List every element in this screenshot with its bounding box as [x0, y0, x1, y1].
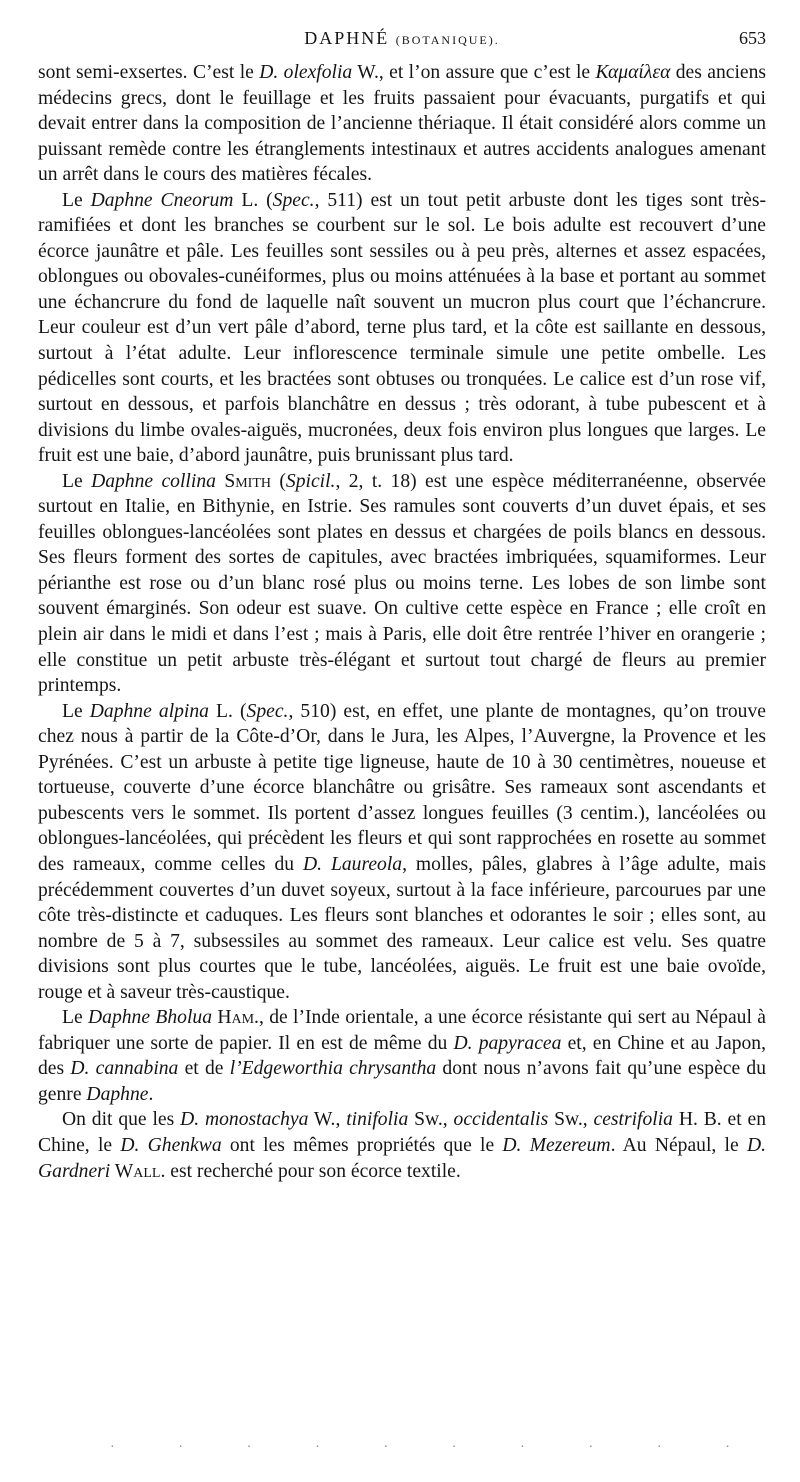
print-speck: ·	[656, 1440, 662, 1455]
running-head	[38, 28, 766, 49]
text-run: .	[148, 1083, 154, 1105]
text-run: (	[270, 470, 286, 492]
species-name: D. monostachya	[180, 1109, 309, 1131]
print-speck: ·	[520, 1440, 525, 1455]
page-header	[38, 28, 766, 54]
text-run: , 510) est, en effet, une plante de montagnes, qu’on trouve chez nous à partir de la Côte-d’Or, dans le Jura, les Alpes, l’Auvergne, la Provence et les Pyrénées. C’est un arbuste à petite tige ligneuse, haute de 10 à 30 centimètres, noueuse et tortueuse, couverte d’une écorce blanchâtre ou grisâtre. Ses rameaux sont ascendants et pubescents vers le sommet. Ils portent d’assez longues feuilles (3 centim.), lancéolées ou oblongues-lancéolées, qui précèdent les fleurs et qui sont rapprochées en rosette au sommet des rameaux, comme celles du	[38, 700, 766, 875]
citation: Spec.	[246, 700, 289, 722]
text-run: On dit que les	[62, 1109, 181, 1131]
author-name: Wall.	[110, 1160, 166, 1182]
print-speck: ·	[246, 1440, 252, 1455]
species-name: D. papyracea	[453, 1032, 562, 1054]
text-run: Le	[62, 700, 90, 722]
text-run: et de	[178, 1058, 230, 1080]
species-name: Daphne Cneorum	[90, 189, 234, 211]
text-run: . Au Népaul, le	[610, 1134, 747, 1156]
species-name: Daphne collina	[91, 470, 216, 492]
species-name: D. Laureola	[302, 853, 403, 875]
species-name: cestrifolia	[593, 1109, 673, 1131]
print-speck: ·	[451, 1440, 457, 1455]
paragraph-other-species	[38, 1107, 766, 1184]
print-speck: ·	[178, 1440, 184, 1455]
text-run: Le	[62, 470, 92, 492]
page-footer-specks	[110, 1440, 730, 1456]
text-run: Sw.,	[408, 1109, 454, 1131]
running-head-subtitle: (BOTANIQUE).	[395, 33, 500, 47]
species-name: D. Ghenkwa	[120, 1134, 222, 1156]
species-name: l’Edgeworthia chrysantha	[229, 1058, 437, 1080]
paragraph-bholua	[38, 1005, 766, 1107]
species-name: D. Mezereum	[502, 1134, 611, 1156]
paragraph-olexfolia	[38, 60, 766, 188]
text-run: et, en Chine et au Japon, des	[38, 1032, 766, 1080]
text-run: ont les mêmes propriétés que le	[221, 1134, 503, 1156]
text-run: est recherché pour son écorce textile.	[165, 1160, 461, 1182]
running-head-title: DAPHNÉ	[304, 28, 390, 48]
text-run: , molles, pâles, glabres à l’âge adulte, mais précédemment couvertes d’un duvet soyeux, surtout à la face inférieure, parcourues par une côte très-distincte et caduques. Les fleurs sont blanches et odorantes le soir ; elles sont, au nombre de 5 à 7, subsessiles au sommet des rameaux. Leur calice est velu. Ses quatre divisions sont plus courtes que le tube, lancéolées, aiguës. Le fruit est une baie ovoïde, rouge et à saveur très-caustique.	[38, 853, 767, 1003]
print-speck: ·	[315, 1440, 320, 1455]
text-run: H. B. et en Chine, le	[38, 1109, 767, 1156]
text-run: , 2, t. 18) est une espèce méditerranéenne, observée surtout en Italie, en Bithynie, en Istrie. Ses ramules sont couverts d’un duvet épais, et ses feuilles oblongues-lancéolées sont plates en dessus et chargées de poils blancs en dessous. Ses fleurs forment des sortes de capitules, avec bractées imbriquées, squamiformes. Leur périanthe est rose ou d’un blanc rosé plus ou moins terne. Les lobes de son limbe sont souvent émarginés. Son odeur est suave. On cultive cette espèce en France ; elle croît en plein air dans le midi et dans l’est ; mais à Paris, elle doit être rentrée l’hiver en orangerie ; elle constitue un petit arbuste très-élégant et surtout tout chargé de fleurs au premier printemps.	[38, 470, 766, 697]
greek-term: Καμαίλεα	[595, 62, 671, 83]
text-run: , 511) est un tout petit arbuste dont les tiges sont très-ramifiées et dont les branches se courbent sur le sol. Le bois adulte est recouvert d’une écorce jaunâtre et pâle. Les feuilles sont sessiles ou à peu près, alternes et assez espacées, oblongues ou obovales-cunéiformes, plus ou moins atténuées à la base et portant au sommet une échancrure du fond de laquelle naît souvent un mucron plus court que l’échancrure. Leur couleur est d’un vert pâle d’abord, terne plus tard, et la côte est saillante en dessous, surtout à l’état adulte. Leur inflorescence terminale simule une petite ombelle. Les pédicelles sont courts, et les bractées sont obtuses ou tronquées. Le calice est d’un rose vif, surtout en dessous, et parfois blanchâtre en dessus ; très odorant, à tube pubescent et à divisions du limbe ovales-aiguës, mucronées, deux fois environ plus longues que larges. Le fruit est une baie, d’abord jaunâtre, puis brunissant plus tard.	[38, 189, 766, 467]
paragraph-collina	[38, 469, 766, 699]
species-name: occidentalis	[453, 1109, 549, 1131]
text-run: L. (	[208, 700, 247, 722]
text-run: Le	[62, 189, 91, 211]
text-run: des anciens médecins grecs, dont le feuillage et les fruits passaient pour évacuants, purgatifs et qui devait entrer dans la composition de l’ancienne thériaque. Il était considéré alors comme un puissant remède contre les étranglements intestinaux et autres accidents analogues amenant un arrêt dans le cours des matières fécales.	[38, 62, 767, 186]
text-run: sont semi-exsertes. C’est le	[38, 62, 260, 83]
species-name: D. Gardneri	[38, 1134, 766, 1182]
species-name: Daphne Bholua	[88, 1007, 212, 1029]
text-run: L. (	[233, 189, 273, 211]
species-name: D. cannabina	[70, 1058, 179, 1080]
text-run: , de l’Inde orientale, a une écorce résistante qui sert au Népaul à fabriquer une sorte de papier. Il en est de même du	[38, 1007, 766, 1054]
paragraph-alpina	[38, 699, 766, 1006]
page-number: 653	[739, 28, 766, 48]
citation: Spec.	[272, 189, 315, 211]
text-run: W.,	[308, 1109, 347, 1131]
print-speck: ·	[588, 1440, 594, 1455]
text-run: Le	[62, 1007, 89, 1029]
citation: Spicil.	[285, 470, 336, 492]
text-run: W., et l’on assure que c’est le	[352, 62, 596, 83]
text-run: Sw.,	[548, 1109, 594, 1131]
print-speck: ·	[383, 1440, 389, 1455]
species-name: D. olexfolia	[259, 62, 353, 83]
author-name: Ham.	[212, 1007, 259, 1029]
species-name: Daphne alpina	[89, 700, 209, 722]
author-name: Smith	[215, 470, 271, 492]
paragraph-cneorum	[38, 188, 766, 469]
print-speck: ·	[725, 1440, 730, 1455]
text-run: dont nous n’avons fait qu’une espèce du genre	[38, 1058, 766, 1105]
species-name: tinifolia	[346, 1109, 409, 1131]
genus-name: Daphne	[86, 1083, 149, 1105]
body-text	[38, 60, 766, 1184]
print-speck: ·	[110, 1440, 115, 1455]
